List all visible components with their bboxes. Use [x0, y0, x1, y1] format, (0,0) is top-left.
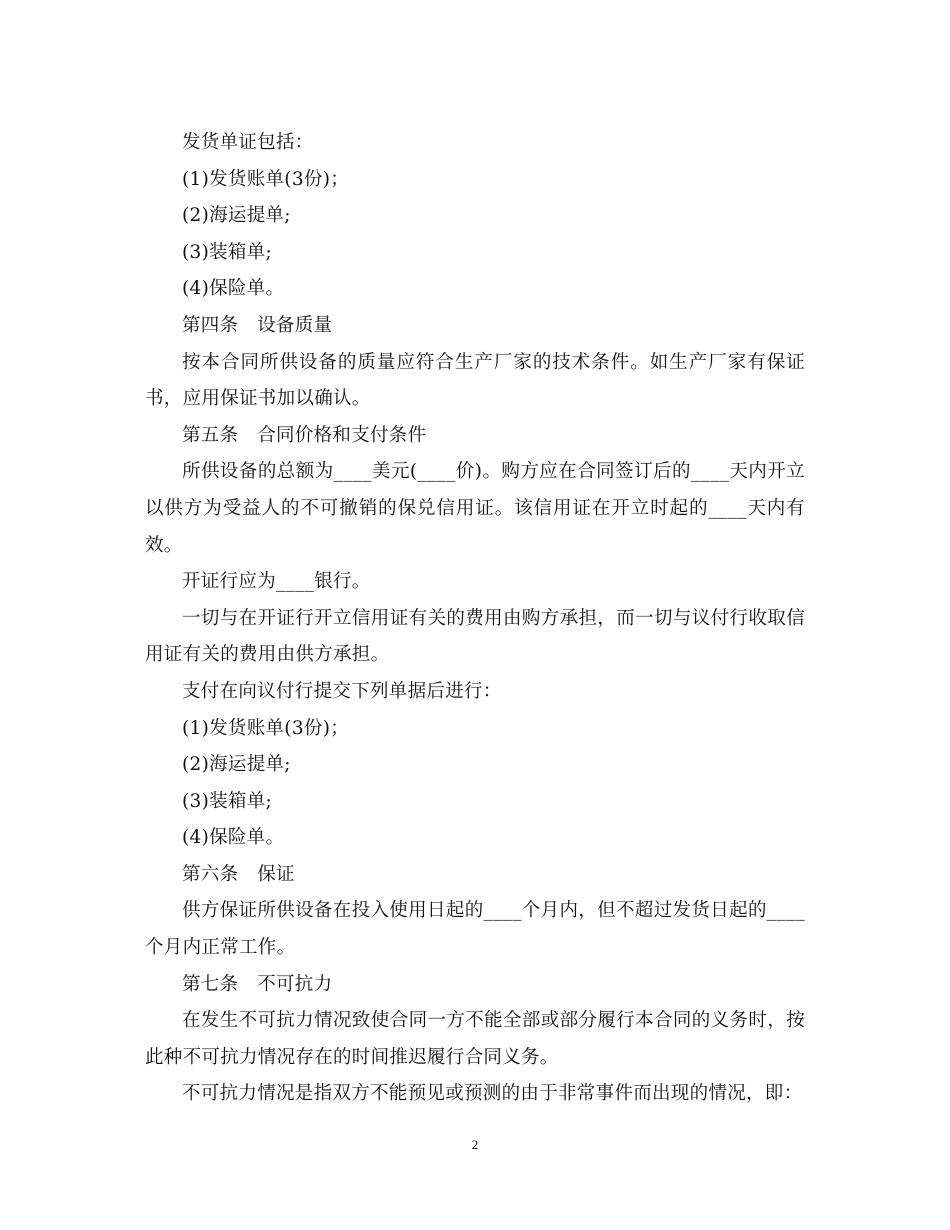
paragraph: (1)发货账单(3份)； [182, 717, 350, 739]
section-heading: 第五条 合同价格和支付条件 [182, 424, 427, 446]
section-heading: 第四条 设备质量 [182, 314, 333, 336]
paragraph: (4)保险单。 [182, 827, 285, 849]
page-number: 2 [471, 1137, 479, 1152]
paragraph: 支付在向议付行提交下列单据后进行： [182, 680, 502, 702]
section-heading: 第六条 保证 [182, 863, 295, 885]
paragraph: 开证行应为____银行。 [182, 571, 371, 593]
paragraph: (3)装箱单; [182, 241, 273, 263]
paragraph: 供方保证所供设备在投入使用日起的____个月内，但不超过发货日起的____个月内正常工作。 [145, 900, 805, 959]
paragraph: (1)发货账单(3份)； [182, 168, 350, 190]
paragraph: 所供设备的总额为____美元(____价)。购方应在合同签订后的____天内开立以供方为受益人的不可撤销的保兑信用证。该信用证在开立时起的____天内有效。 [145, 461, 805, 556]
paragraph: (4)保险单。 [182, 278, 285, 300]
paragraph: 发货单证包括： [182, 132, 314, 153]
paragraph: 在发生不可抗力情况致使合同一方不能全部或部分履行本合同的义务时，按此种不可抗力情况存在的时间推迟履行合同义务。 [145, 1010, 805, 1068]
paragraph: 按本合同所供设备的质量应符合生产厂家的技术条件。如生产厂家有保证书，应用保证书加以确认。 [145, 351, 805, 410]
document-body [145, 125, 805, 1113]
paragraph: 不可抗力情况是指双方不能预见或预测的由于非常事件而出现的情况，即： [182, 1083, 803, 1105]
paragraph: 一切与在开证行开立信用证有关的费用由购方承担，而一切与议付行收取信用证有关的费用由供方承担。 [145, 607, 805, 666]
section-heading: 第七条 不可抗力 [182, 973, 333, 995]
paragraph: (3)装箱单; [182, 790, 273, 812]
paragraph: (2)海运提单; [182, 754, 291, 776]
paragraph: (2)海运提单; [182, 205, 291, 227]
